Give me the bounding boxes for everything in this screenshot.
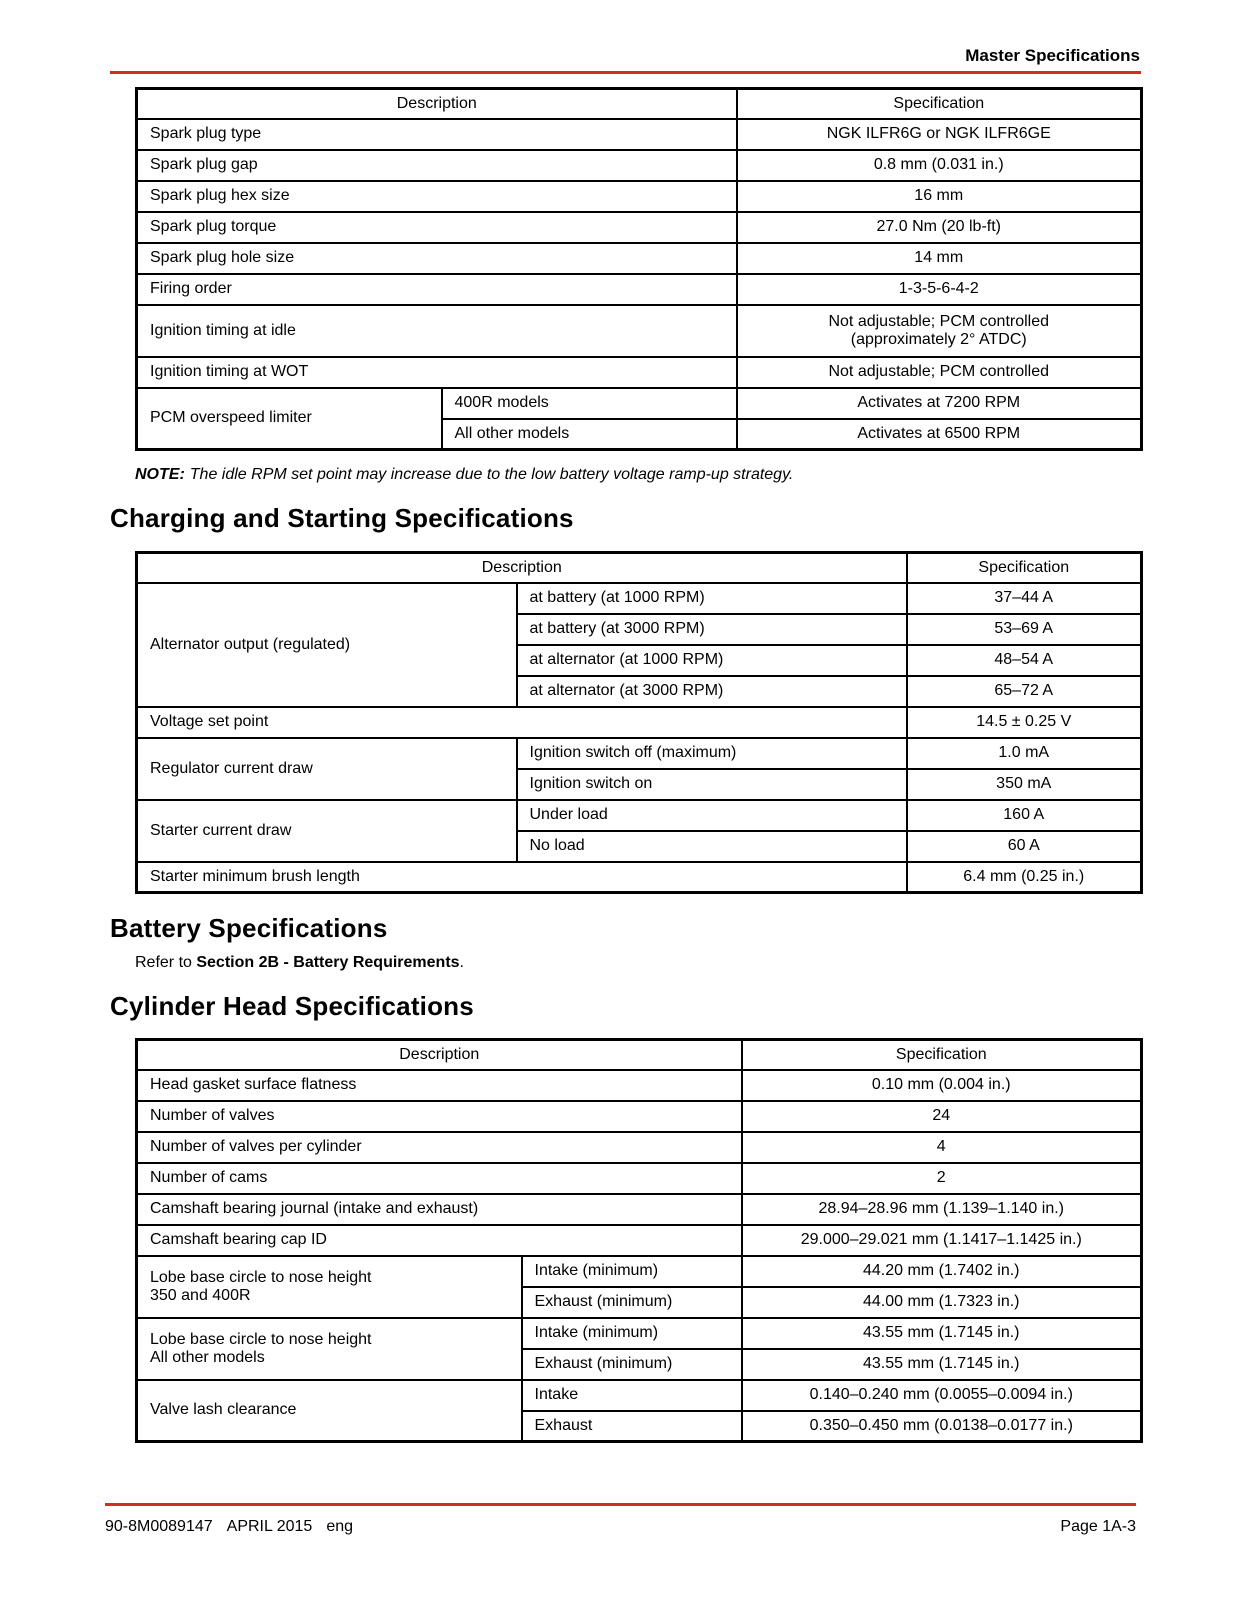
desc-cell: Camshaft bearing journal (intake and exhaust): [137, 1194, 742, 1225]
section-heading-battery: Battery Specifications: [110, 913, 388, 943]
table-row: [137, 305, 1142, 357]
spec-cell: 43.55 mm (1.7145 in.): [742, 1318, 1142, 1349]
table-row: [137, 800, 1142, 831]
spec-line-1: Not adjustable; PCM controlled: [828, 312, 1050, 330]
spec-cell: [737, 305, 1142, 357]
desc-cell: Ignition timing at WOT: [137, 357, 737, 388]
spec-cell: 44.20 mm (1.7402 in.): [742, 1256, 1142, 1287]
desc-line-1: Lobe base circle to nose height: [150, 1330, 372, 1348]
desc-cell: Alternator output (regulated): [137, 583, 517, 707]
condition-cell: Intake: [522, 1380, 742, 1411]
table-row: [137, 150, 1142, 181]
header-rule: [110, 71, 1141, 74]
note: [135, 466, 1236, 484]
spec-cell: 43.55 mm (1.7145 in.): [742, 1349, 1142, 1380]
spec-cell: 14 mm: [737, 243, 1142, 274]
table-row: [137, 1318, 1142, 1349]
note-text: The idle RPM set point may increase due to the low battery voltage ramp-up strategy.: [189, 466, 794, 483]
spec-cell: 29.000–29.021 mm (1.1417–1.1425 in.): [742, 1225, 1142, 1256]
spec-cell: 44.00 mm (1.7323 in.): [742, 1287, 1142, 1318]
condition-cell: at battery (at 1000 RPM): [517, 583, 907, 614]
footer-language: eng: [326, 1518, 354, 1535]
note-label: NOTE:: [135, 466, 185, 483]
footer-doc-info: [105, 1517, 353, 1537]
spec-cell: Activates at 7200 RPM: [737, 388, 1142, 419]
condition-cell: at alternator (at 1000 RPM): [517, 645, 907, 676]
spec-cell: Activates at 6500 RPM: [737, 419, 1142, 450]
table-row: [137, 181, 1142, 212]
spec-cell: 160 A: [907, 800, 1142, 831]
table-row: [137, 583, 1142, 614]
desc-cell: Starter minimum brush length: [137, 862, 907, 893]
spec-cell: 14.5 ± 0.25 V: [907, 707, 1142, 738]
spec-cell: 60 A: [907, 831, 1142, 862]
spec-cell: 53–69 A: [907, 614, 1142, 645]
spec-cell: 0.8 mm (0.031 in.): [737, 150, 1142, 181]
page-title: Master Specifications: [965, 46, 1140, 65]
cylinder-head-spec-table: [135, 1038, 1143, 1443]
table-header-row: [137, 89, 1142, 119]
desc-cell: Valve lash clearance: [137, 1380, 522, 1442]
section-heading-cylinder-head: Cylinder Head Specifications: [110, 991, 474, 1021]
footer-doc-number: 90-8M0089147: [105, 1518, 213, 1535]
refer-suffix: .: [459, 954, 464, 971]
condition-cell: Exhaust (minimum): [522, 1349, 742, 1380]
spec-cell: 0.140–0.240 mm (0.0055–0.0094 in.): [742, 1380, 1142, 1411]
table-row: [137, 274, 1142, 305]
table-header-row: [137, 553, 1142, 583]
desc-cell: Spark plug gap: [137, 150, 737, 181]
spec-cell: 350 mA: [907, 769, 1142, 800]
spec-cell: 16 mm: [737, 181, 1142, 212]
desc-cell: Starter current draw: [137, 800, 517, 862]
condition-cell: at battery (at 3000 RPM): [517, 614, 907, 645]
table-row: [137, 1380, 1142, 1411]
table-row: [137, 1225, 1142, 1256]
condition-cell: 400R models: [442, 388, 737, 419]
footer-page-number: Page 1A-3: [1060, 1518, 1136, 1535]
desc-cell: Camshaft bearing cap ID: [137, 1225, 742, 1256]
spec-cell: 27.0 Nm (20 lb-ft): [737, 212, 1142, 243]
condition-cell: Exhaust (minimum): [522, 1287, 742, 1318]
spec-cell: 37–44 A: [907, 583, 1142, 614]
desc-line-2: 350 and 400R: [150, 1286, 251, 1304]
spec-cell: 28.94–28.96 mm (1.139–1.140 in.): [742, 1194, 1142, 1225]
refer-prefix: Refer to: [135, 954, 197, 971]
desc-cell: Number of valves: [137, 1101, 742, 1132]
condition-cell: All other models: [442, 419, 737, 450]
desc-cell: Spark plug torque: [137, 212, 737, 243]
column-header-description: Description: [137, 553, 907, 583]
column-header-specification: Specification: [907, 553, 1142, 583]
desc-cell: Spark plug type: [137, 119, 737, 150]
desc-cell: Voltage set point: [137, 707, 907, 738]
condition-cell: at alternator (at 3000 RPM): [517, 676, 907, 707]
table-row: [137, 1101, 1142, 1132]
desc-line-1: Lobe base circle to nose height: [150, 1268, 372, 1286]
desc-cell: PCM overspeed limiter: [137, 388, 442, 450]
page-footer: [105, 1517, 1136, 1537]
column-header-specification: Specification: [737, 89, 1142, 119]
column-header-description: Description: [137, 89, 737, 119]
spec-cell: 65–72 A: [907, 676, 1142, 707]
desc-cell: Regulator current draw: [137, 738, 517, 800]
spec-cell: 24: [742, 1101, 1142, 1132]
condition-cell: Exhaust: [522, 1411, 742, 1442]
condition-cell: No load: [517, 831, 907, 862]
desc-cell: Spark plug hole size: [137, 243, 737, 274]
spec-cell: 2: [742, 1163, 1142, 1194]
table-row: [137, 243, 1142, 274]
condition-cell: Intake (minimum): [522, 1318, 742, 1349]
spec-line-2: (approximately 2° ATDC): [850, 330, 1027, 348]
refer-reference: Section 2B - Battery Requirements: [196, 954, 460, 971]
desc-cell: Number of cams: [137, 1163, 742, 1194]
spec-cell: 1-3-5-6-4-2: [737, 274, 1142, 305]
table-row: [137, 1070, 1142, 1101]
spec-cell: 0.350–0.450 mm (0.0138–0.0177 in.): [742, 1411, 1142, 1442]
spec-cell: 1.0 mA: [907, 738, 1142, 769]
spec-cell: 6.4 mm (0.25 in.): [907, 862, 1142, 893]
condition-cell: Ignition switch off (maximum): [517, 738, 907, 769]
desc-line-2: All other models: [150, 1348, 265, 1366]
table-row: [137, 119, 1142, 150]
table-row: [137, 212, 1142, 243]
desc-cell: Spark plug hex size: [137, 181, 737, 212]
table-row: [137, 388, 1142, 419]
footer-date: APRIL 2015: [226, 1518, 313, 1535]
desc-cell: [137, 1318, 522, 1380]
charging-spec-table: [135, 551, 1143, 894]
desc-cell: Number of valves per cylinder: [137, 1132, 742, 1163]
table-row: [137, 707, 1142, 738]
engine-spec-table: [135, 87, 1143, 451]
column-header-description: Description: [137, 1040, 742, 1070]
condition-cell: Ignition switch on: [517, 769, 907, 800]
footer-rule: [105, 1503, 1136, 1506]
spec-cell: NGK ILFR6G or NGK ILFR6GE: [737, 119, 1142, 150]
column-header-specification: Specification: [742, 1040, 1142, 1070]
table-row: [137, 357, 1142, 388]
table-row: [137, 1256, 1142, 1287]
desc-cell: Firing order: [137, 274, 737, 305]
table-row: [137, 862, 1142, 893]
table-header-row: [137, 1040, 1142, 1070]
table-row: [137, 1132, 1142, 1163]
section-heading-charging: Charging and Starting Specifications: [110, 503, 574, 533]
condition-cell: Under load: [517, 800, 907, 831]
condition-cell: Intake (minimum): [522, 1256, 742, 1287]
desc-cell: Head gasket surface flatness: [137, 1070, 742, 1101]
battery-refer-line: [135, 954, 1236, 972]
desc-cell: Ignition timing at idle: [137, 305, 737, 357]
desc-cell: [137, 1256, 522, 1318]
spec-cell: Not adjustable; PCM controlled: [737, 357, 1142, 388]
table-row: [137, 1163, 1142, 1194]
spec-cell: 48–54 A: [907, 645, 1142, 676]
table-row: [137, 1194, 1142, 1225]
spec-cell: 4: [742, 1132, 1142, 1163]
table-row: [137, 738, 1142, 769]
spec-cell: 0.10 mm (0.004 in.): [742, 1070, 1142, 1101]
